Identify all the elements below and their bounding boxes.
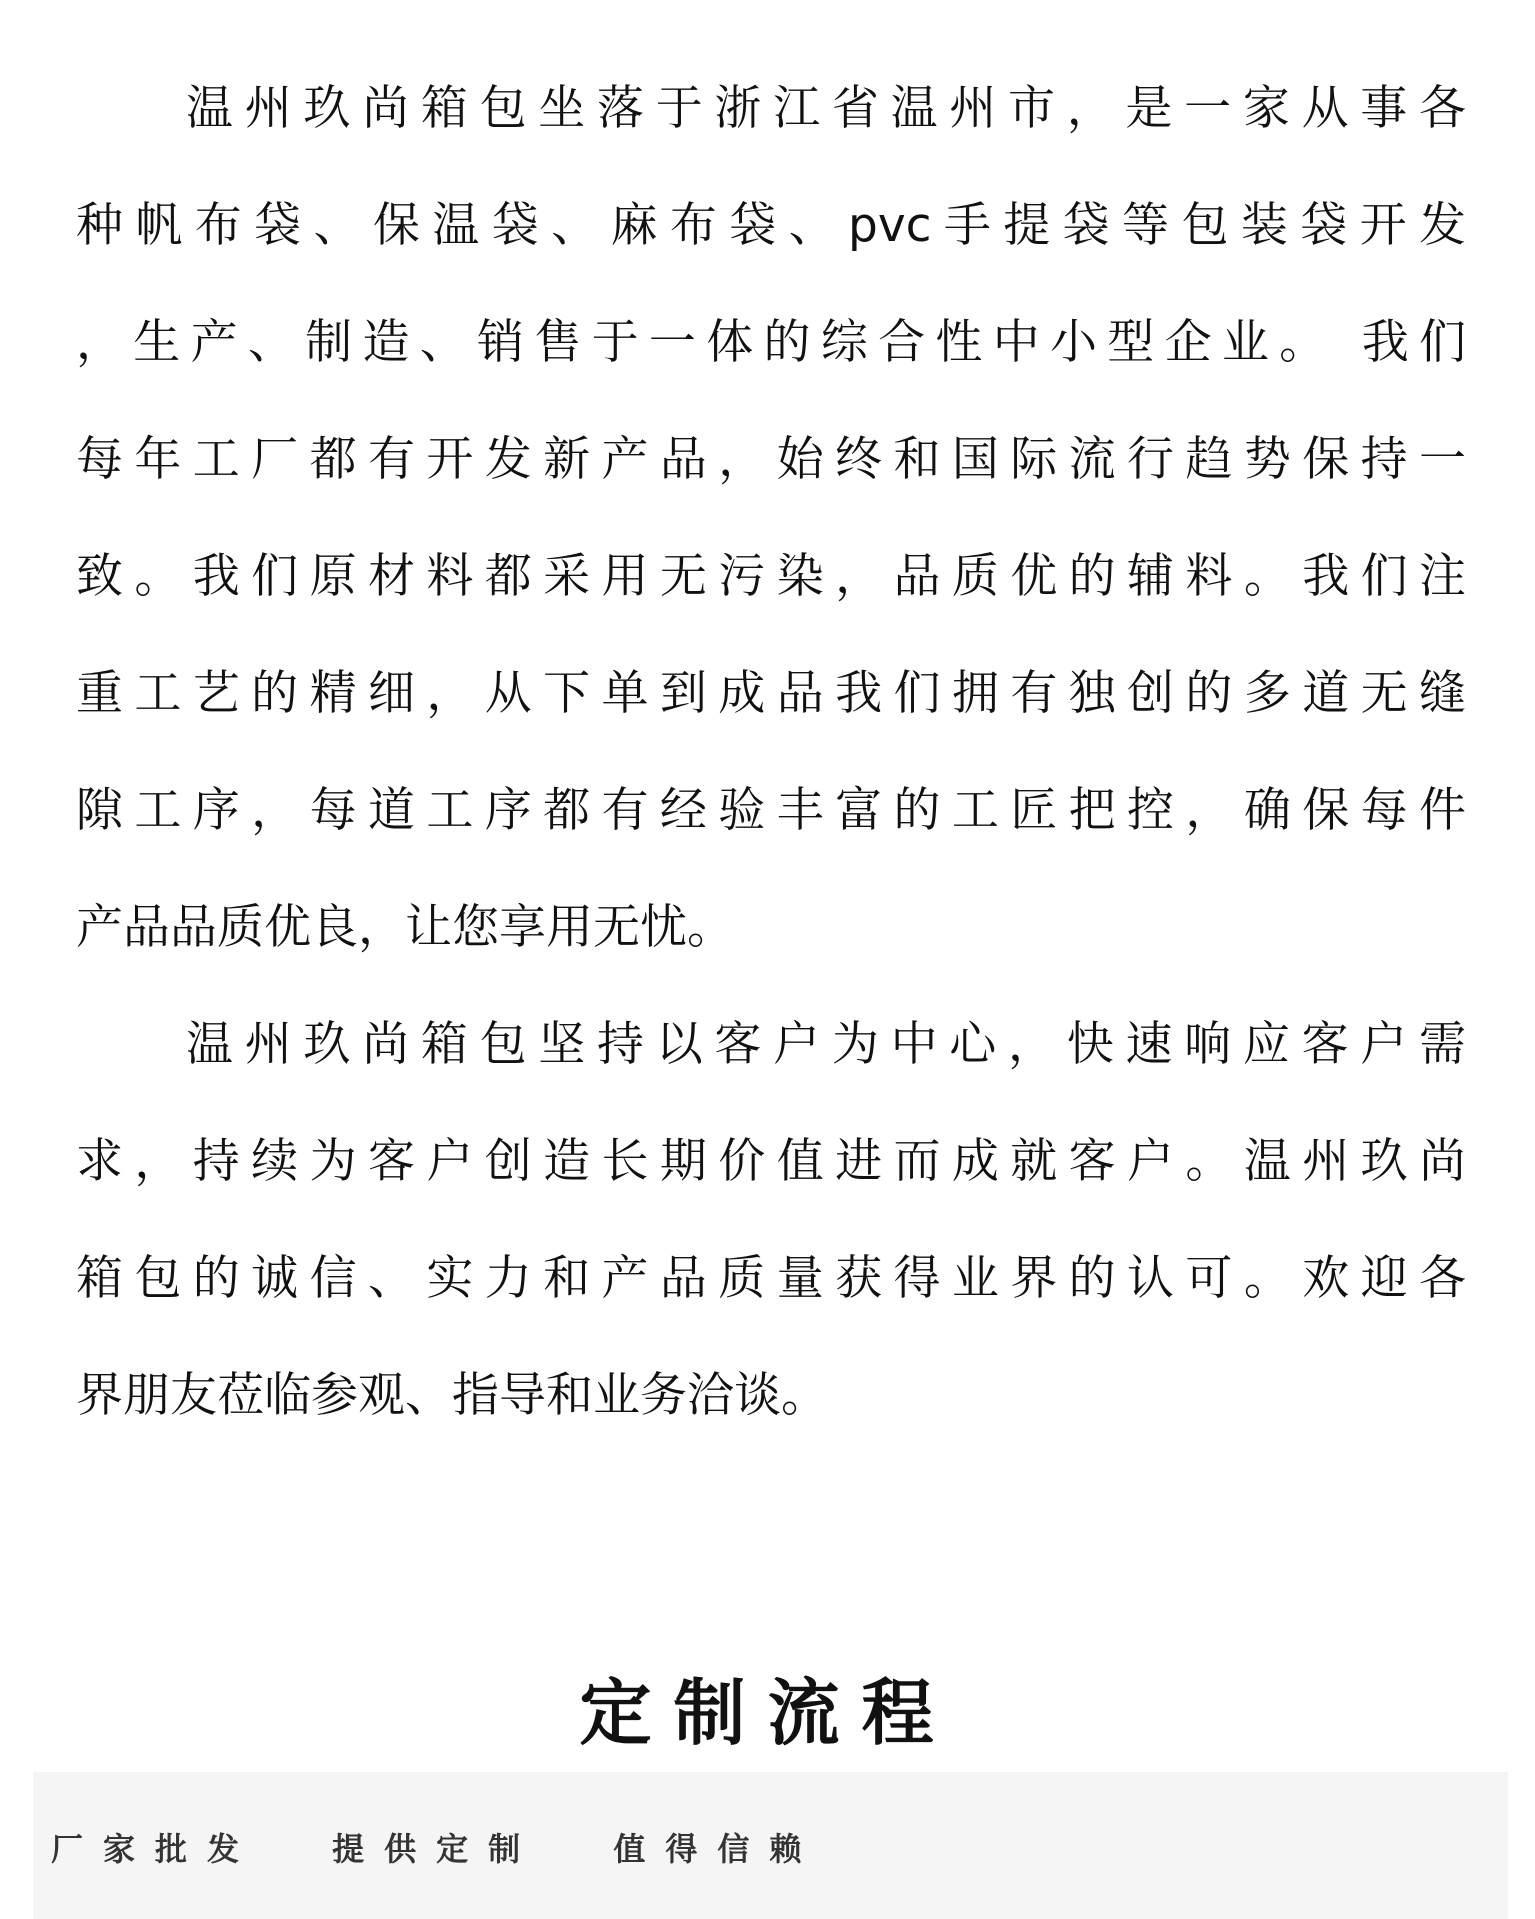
tag-trustworthy: 值得信赖: [613, 1830, 822, 1868]
text-line: 温州玖尚箱包坚持以客户为中心，快速响应客户需: [186, 1017, 1466, 1072]
intro-paragraph-2: [76, 986, 1466, 1454]
text-line: 隙工序，每道工序都有经验丰富的工匠把控，确保每件: [76, 783, 1466, 838]
text-line: 重工艺的精细，从下单到成品我们拥有独创的多道无缝: [76, 666, 1466, 721]
text-line: ，生产、制造、销售于一体的综合性中小型企业。 我们: [76, 315, 1466, 370]
tag-wholesale: 厂家批发: [51, 1830, 260, 1868]
text-line: 温州玖尚箱包坐落于浙江省温州市，是一家从事各: [186, 81, 1466, 136]
text-line: 界朋友莅临参观、指导和业务洽谈。: [76, 1368, 828, 1423]
text-line: 求，持续为客户创造长期价值进而成就客户。温州玖尚: [76, 1134, 1466, 1189]
tag-customization: 提供定制: [332, 1830, 541, 1868]
text-line: 致。我们原材料都采用无污染，品质优的辅料。我们注: [76, 549, 1466, 604]
intro-paragraph-1: [76, 50, 1466, 986]
text-line: 产品品质优良，让您享用无忧。: [76, 900, 734, 955]
tag-list: [51, 1824, 883, 1870]
section-title: 定制流程: [579, 1670, 956, 1755]
text-line: 每年工厂都有开发新产品，始终和国际流行趋势保持一: [76, 432, 1466, 487]
text-line: 种帆布袋、保温袋、麻布袋、pvc手提袋等包装袋开发: [76, 198, 1466, 253]
process-banner: [33, 1772, 1508, 1919]
text-line: 箱包的诚信、实力和产品质量获得业界的认可。欢迎各: [76, 1251, 1466, 1306]
